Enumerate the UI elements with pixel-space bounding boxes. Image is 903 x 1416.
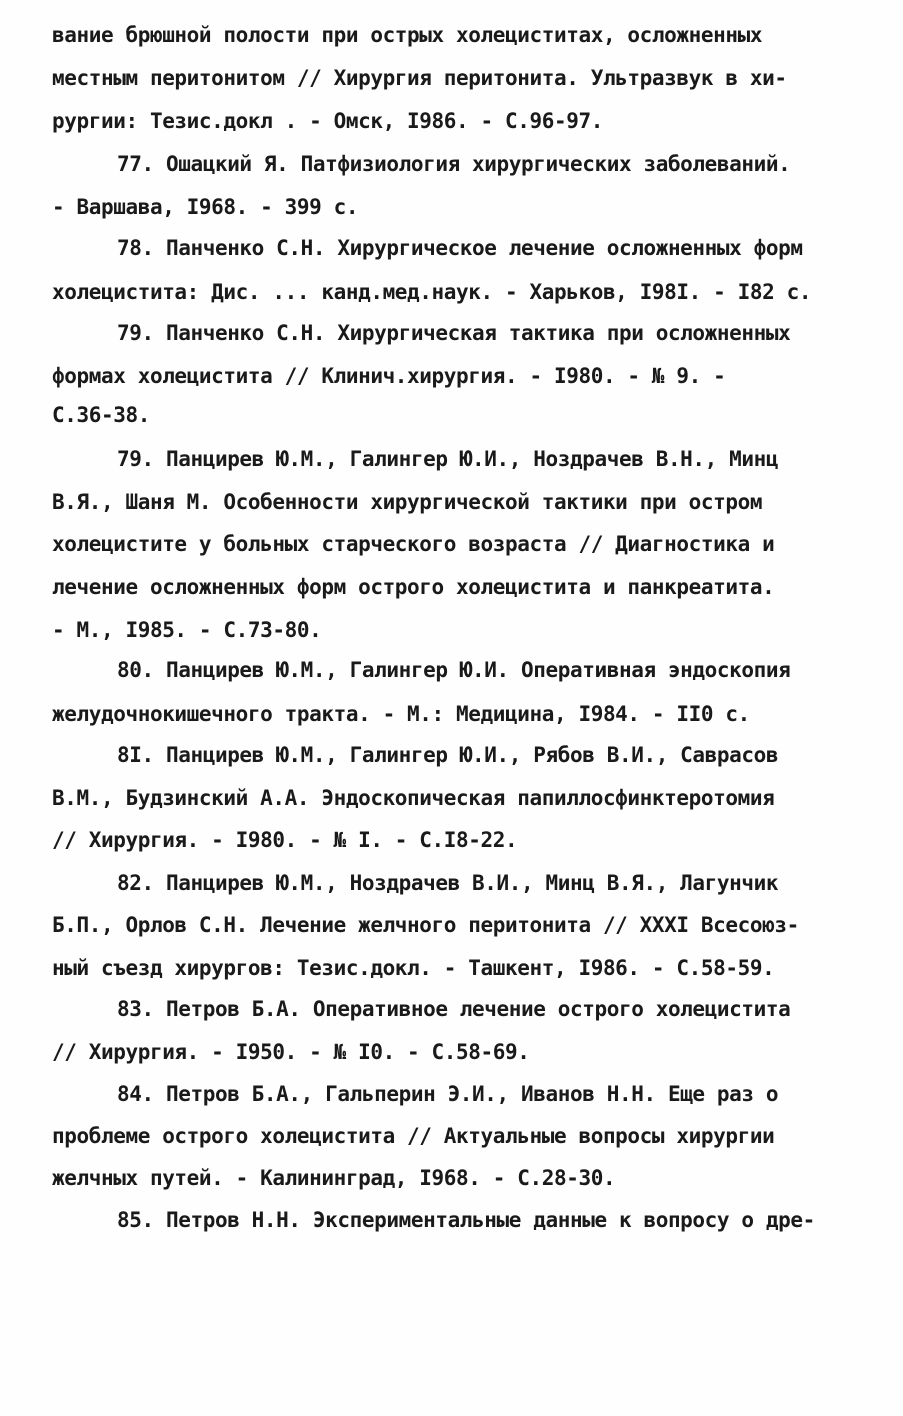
text-line: формах холецистита // Клинич.хирургия. - I980. - № 9. - — [52, 364, 726, 388]
reference-entry-79a: 79. Панченко С.Н. Хирургическая тактика при осложненных — [117, 321, 791, 345]
text-line: - М., I985. - С.73-80. — [52, 618, 322, 642]
reference-entry-82: 82. Панцирев Ю.М., Ноздрачев В.И., Минц В.Я., Лагунчик — [117, 871, 779, 895]
text-line: С.36-38. — [52, 403, 150, 427]
text-line: холецистите у больных старческого возраста // Диагностика и — [52, 532, 775, 556]
text-line: лечение осложненных форм острого холецистита и панкреатита. — [52, 575, 775, 599]
reference-entry-83: 83. Петров Б.А. Оперативное лечение острого холецистита — [117, 997, 791, 1021]
text-line: холецистита: Дис. ... канд.мед.наук. - Харьков, I98I. - I82 с. — [52, 280, 812, 304]
text-line: В.М., Будзинский А.А. Эндоскопическая папиллосфинктеротомия — [52, 786, 775, 810]
text-line: В.Я., Шаня М. Особенности хирургической тактики при остром — [52, 490, 763, 514]
text-line: ный съезд хирургов: Тезис.докл. - Ташкент, I986. - С.58-59. — [52, 956, 775, 980]
reference-entry-84: 84. Петров Б.А., Гальперин Э.И., Иванов Н.Н. Еще раз о — [117, 1082, 779, 1106]
text-line: вание брюшной полости при острых холециститах, осложненных — [52, 23, 763, 47]
text-line: проблеме острого холецистита // Актуальные вопросы хирургии — [52, 1124, 775, 1148]
text-line: // Хирургия. - I950. - № I0. - С.58-69. — [52, 1040, 530, 1064]
text-line: рургии: Тезис.докл . - Омск, I986. - С.96-97. — [52, 109, 603, 133]
text-line: желудочнокишечного тракта. - М.: Медицина, I984. - II0 с. — [52, 702, 750, 726]
text-line: // Хирургия. - I980. - № I. - С.I8-22. — [52, 828, 518, 852]
reference-entry-77: 77. Ошацкий Я. Патфизиология хирургических заболеваний. — [117, 152, 791, 176]
text-line: - Варшава, I968. - 399 с. — [52, 195, 359, 219]
reference-entry-80: 80. Панцирев Ю.М., Галингер Ю.И. Оперативная эндоскопия — [117, 658, 791, 682]
reference-entry-78: 78. Панченко С.Н. Хирургическое лечение осложненных форм — [117, 236, 803, 260]
reference-entry-79b: 79. Панцирев Ю.М., Галингер Ю.И., Ноздрачев В.Н., Минц — [117, 447, 779, 471]
text-line: желчных путей. - Калининград, I968. - С.28-30. — [52, 1166, 616, 1190]
text-line: местным перитонитом // Хирургия перитонита. Ультразвук в хи- — [52, 66, 787, 90]
reference-entry-81: 8I. Панцирев Ю.М., Галингер Ю.И., Рябов В.И., Саврасов — [117, 743, 779, 767]
reference-entry-85: 85. Петров Н.Н. Экспериментальные данные к вопросу о дре- — [117, 1208, 815, 1232]
text-line: Б.П., Орлов С.Н. Лечение желчного перитонита // XXXI Всесоюз- — [52, 913, 799, 937]
